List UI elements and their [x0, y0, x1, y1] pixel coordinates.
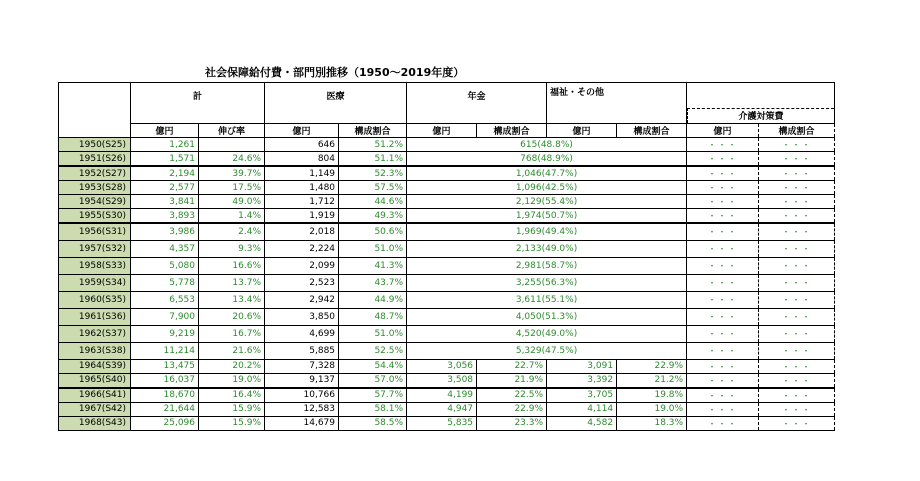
kaigo-header-cell: [687, 83, 835, 124]
total-cell: 5,778: [131, 274, 199, 291]
kaigo-share-cell: ・・・: [759, 152, 835, 167]
year-cell: 1962(S37): [59, 325, 131, 342]
total-header: 計: [131, 83, 265, 124]
year-cell: 1967(S42): [59, 402, 131, 416]
pension-cell: 5,835: [407, 416, 477, 430]
kaigo-oku-cell: ・・・: [687, 359, 759, 373]
pension-oku-header: 億円: [407, 124, 477, 138]
pension-welfare-merged-cell: 1,096(42.5%): [407, 181, 687, 195]
pension-share-cell: 22.5%: [477, 388, 547, 403]
medical-oku-header: 億円: [265, 124, 339, 138]
pension-welfare-merged-cell: 2,133(49.0%): [407, 240, 687, 257]
total-cell: 18,670: [131, 388, 199, 403]
growth-cell: 13.7%: [199, 274, 265, 291]
growth-cell: 16.7%: [199, 325, 265, 342]
kaigo-share-cell: ・・・: [759, 291, 835, 308]
table-row: [59, 308, 835, 325]
pension-cell: 3,056: [407, 359, 477, 373]
medical-share-cell: 54.4%: [339, 359, 407, 373]
pension-welfare-merged-cell: 1,974(50.7%): [407, 209, 687, 224]
year-cell: 1953(S28): [59, 181, 131, 195]
medical-cell: 14,679: [265, 416, 339, 430]
total-cell: 3,893: [131, 209, 199, 224]
kaigo-oku-cell: ・・・: [687, 291, 759, 308]
growth-cell: 39.7%: [199, 166, 265, 181]
kaigo-oku-cell: ・・・: [687, 181, 759, 195]
growth-header: 伸び率: [199, 124, 265, 138]
kaigo-oku-cell: ・・・: [687, 342, 759, 359]
medical-share-cell: 57.0%: [339, 373, 407, 388]
medical-cell: 4,699: [265, 325, 339, 342]
kaigo-share-cell: ・・・: [759, 359, 835, 373]
year-cell: 1954(S29): [59, 195, 131, 209]
year-cell: 1963(S38): [59, 342, 131, 359]
pension-welfare-merged-cell: 1,969(49.4%): [407, 223, 687, 240]
kaigo-oku-header: 億円: [687, 124, 759, 138]
kaigo-oku-cell: ・・・: [687, 240, 759, 257]
table-row: [59, 138, 835, 152]
year-cell: 1968(S43): [59, 416, 131, 430]
pension-share-cell: 23.3%: [477, 416, 547, 430]
total-cell: 1,261: [131, 138, 199, 152]
medical-cell: 12,583: [265, 402, 339, 416]
kaigo-share-cell: ・・・: [759, 240, 835, 257]
medical-share-cell: 48.7%: [339, 308, 407, 325]
table-row: [59, 291, 835, 308]
table-row: [59, 402, 835, 416]
kaigo-oku-cell: ・・・: [687, 166, 759, 181]
medical-share-cell: 44.6%: [339, 195, 407, 209]
kaigo-share-cell: ・・・: [759, 195, 835, 209]
pension-welfare-merged-cell: 768(48.9%): [407, 152, 687, 167]
pension-cell: 4,199: [407, 388, 477, 403]
kaigo-oku-cell: ・・・: [687, 402, 759, 416]
welfare-share-cell: 21.2%: [617, 373, 687, 388]
medical-cell: 1,919: [265, 209, 339, 224]
medical-cell: 3,850: [265, 308, 339, 325]
table-row: [59, 274, 835, 291]
medical-cell: 1,149: [265, 166, 339, 181]
year-cell: 1957(S32): [59, 240, 131, 257]
medical-share-cell: 52.3%: [339, 166, 407, 181]
medical-share-cell: 58.1%: [339, 402, 407, 416]
medical-share-cell: 51.1%: [339, 152, 407, 167]
year-cell: 1952(S27): [59, 166, 131, 181]
total-cell: 1,571: [131, 152, 199, 167]
medical-cell: 646: [265, 138, 339, 152]
pension-cell: 3,508: [407, 373, 477, 388]
medical-share-cell: 44.9%: [339, 291, 407, 308]
growth-cell: 21.6%: [199, 342, 265, 359]
medical-header: 医療: [265, 83, 407, 124]
total-oku-header: 億円: [131, 124, 199, 138]
welfare-cell: 3,091: [547, 359, 617, 373]
medical-share-header: 構成割合: [339, 124, 407, 138]
kaigo-oku-cell: ・・・: [687, 416, 759, 430]
welfare-share-header: 構成割合: [617, 124, 687, 138]
pension-share-cell: 21.9%: [477, 373, 547, 388]
total-cell: 25,096: [131, 416, 199, 430]
total-cell: 6,553: [131, 291, 199, 308]
total-cell: 5,080: [131, 257, 199, 274]
welfare-share-cell: 19.0%: [617, 402, 687, 416]
growth-cell: 49.0%: [199, 195, 265, 209]
year-cell: 1960(S35): [59, 291, 131, 308]
pension-welfare-merged-cell: 4,050(51.3%): [407, 308, 687, 325]
total-cell: 16,037: [131, 373, 199, 388]
welfare-header: 福祉・その他: [547, 83, 687, 124]
table-row: [59, 257, 835, 274]
kaigo-share-cell: ・・・: [759, 181, 835, 195]
pension-share-cell: 22.9%: [477, 402, 547, 416]
growth-cell: 1.4%: [199, 209, 265, 224]
medical-share-cell: 51.2%: [339, 138, 407, 152]
pension-cell: 4,947: [407, 402, 477, 416]
kaigo-share-cell: ・・・: [759, 416, 835, 430]
table-row: [59, 195, 835, 209]
kaigo-oku-cell: ・・・: [687, 209, 759, 224]
medical-cell: 10,766: [265, 388, 339, 403]
welfare-share-cell: 18.3%: [617, 416, 687, 430]
table-row: [59, 342, 835, 359]
pension-header: 年金: [407, 83, 547, 124]
kaigo-share-header: 構成割合: [759, 124, 835, 138]
total-cell: 4,357: [131, 240, 199, 257]
table-row: [59, 181, 835, 195]
year-cell: 1956(S31): [59, 223, 131, 240]
medical-cell: 1,712: [265, 195, 339, 209]
medical-share-cell: 51.0%: [339, 325, 407, 342]
table-row: [59, 209, 835, 224]
kaigo-oku-cell: ・・・: [687, 223, 759, 240]
benefits-table: [58, 82, 835, 431]
total-cell: 2,194: [131, 166, 199, 181]
growth-cell: [199, 138, 265, 152]
medical-share-cell: 51.0%: [339, 240, 407, 257]
table-row: [59, 152, 835, 167]
year-cell: 1961(S36): [59, 308, 131, 325]
growth-cell: 16.4%: [199, 388, 265, 403]
kaigo-share-cell: ・・・: [759, 388, 835, 403]
kaigo-oku-cell: ・・・: [687, 274, 759, 291]
growth-cell: 2.4%: [199, 223, 265, 240]
kaigo-oku-cell: ・・・: [687, 388, 759, 403]
total-cell: 2,577: [131, 181, 199, 195]
table-row: [59, 240, 835, 257]
table-row: [59, 373, 835, 388]
year-cell: 1959(S34): [59, 274, 131, 291]
total-cell: 13,475: [131, 359, 199, 373]
growth-cell: 24.6%: [199, 152, 265, 167]
kaigo-oku-cell: ・・・: [687, 257, 759, 274]
kaigo-share-cell: ・・・: [759, 402, 835, 416]
table-row: [59, 388, 835, 403]
kaigo-share-cell: ・・・: [759, 308, 835, 325]
kaigo-oku-cell: ・・・: [687, 195, 759, 209]
year-cell: 1951(S26): [59, 152, 131, 167]
year-header-cell: [59, 83, 131, 138]
medical-share-cell: 49.3%: [339, 209, 407, 224]
kaigo-oku-cell: ・・・: [687, 152, 759, 167]
kaigo-share-cell: ・・・: [759, 257, 835, 274]
total-cell: 21,644: [131, 402, 199, 416]
table-row: [59, 416, 835, 430]
welfare-cell: 4,114: [547, 402, 617, 416]
kaigo-share-cell: ・・・: [759, 325, 835, 342]
kaigo-oku-cell: ・・・: [687, 373, 759, 388]
total-cell: 11,214: [131, 342, 199, 359]
medical-cell: 5,885: [265, 342, 339, 359]
growth-cell: 17.5%: [199, 181, 265, 195]
kaigo-oku-cell: ・・・: [687, 138, 759, 152]
medical-cell: 2,099: [265, 257, 339, 274]
year-cell: 1966(S41): [59, 388, 131, 403]
welfare-share-cell: 22.9%: [617, 359, 687, 373]
medical-cell: 1,480: [265, 181, 339, 195]
medical-share-cell: 58.5%: [339, 416, 407, 430]
medical-share-cell: 43.7%: [339, 274, 407, 291]
total-cell: 7,900: [131, 308, 199, 325]
medical-cell: 2,224: [265, 240, 339, 257]
medical-share-cell: 50.6%: [339, 223, 407, 240]
kaigo-share-cell: ・・・: [759, 138, 835, 152]
table-row: [59, 166, 835, 181]
table-row: [59, 359, 835, 373]
pension-welfare-merged-cell: 2,129(55.4%): [407, 195, 687, 209]
medical-share-cell: 57.7%: [339, 388, 407, 403]
growth-cell: 15.9%: [199, 416, 265, 430]
total-cell: 3,986: [131, 223, 199, 240]
pension-share-cell: 22.7%: [477, 359, 547, 373]
pension-welfare-merged-cell: 615(48.8%): [407, 138, 687, 152]
year-cell: 1958(S33): [59, 257, 131, 274]
pension-welfare-merged-cell: 4,520(49.0%): [407, 325, 687, 342]
pension-welfare-merged-cell: 2,981(58.7%): [407, 257, 687, 274]
year-cell: 1950(S25): [59, 138, 131, 152]
welfare-cell: 3,705: [547, 388, 617, 403]
total-cell: 3,841: [131, 195, 199, 209]
growth-cell: 9.3%: [199, 240, 265, 257]
medical-share-cell: 52.5%: [339, 342, 407, 359]
growth-cell: 19.0%: [199, 373, 265, 388]
growth-cell: 16.6%: [199, 257, 265, 274]
medical-cell: 7,328: [265, 359, 339, 373]
year-cell: 1965(S40): [59, 373, 131, 388]
kaigo-share-cell: ・・・: [759, 166, 835, 181]
kaigo-oku-cell: ・・・: [687, 308, 759, 325]
page-title: 社会保障給付費・部門別推移（1950〜2019年度）: [205, 66, 465, 79]
growth-cell: 20.2%: [199, 359, 265, 373]
year-cell: 1964(S39): [59, 359, 131, 373]
kaigo-share-cell: ・・・: [759, 274, 835, 291]
total-cell: 9,219: [131, 325, 199, 342]
medical-cell: 9,137: [265, 373, 339, 388]
kaigo-share-cell: ・・・: [759, 209, 835, 224]
medical-cell: 2,942: [265, 291, 339, 308]
kaigo-oku-cell: ・・・: [687, 325, 759, 342]
medical-share-cell: 57.5%: [339, 181, 407, 195]
table-row: [59, 325, 835, 342]
pension-share-header: 構成割合: [477, 124, 547, 138]
pension-welfare-merged-cell: 1,046(47.7%): [407, 166, 687, 181]
medical-share-cell: 41.3%: [339, 257, 407, 274]
pension-welfare-merged-cell: 3,611(55.1%): [407, 291, 687, 308]
medical-cell: 2,523: [265, 274, 339, 291]
growth-cell: 15.9%: [199, 402, 265, 416]
welfare-cell: 4,582: [547, 416, 617, 430]
year-cell: 1955(S30): [59, 209, 131, 224]
growth-cell: 20.6%: [199, 308, 265, 325]
welfare-cell: 3,392: [547, 373, 617, 388]
kaigo-share-cell: ・・・: [759, 373, 835, 388]
kaigo-share-cell: ・・・: [759, 223, 835, 240]
pension-welfare-merged-cell: 3,255(56.3%): [407, 274, 687, 291]
welfare-share-cell: 19.8%: [617, 388, 687, 403]
kaigo-header: 介護対策費: [687, 108, 834, 123]
welfare-oku-header: 億円: [547, 124, 617, 138]
growth-cell: 13.4%: [199, 291, 265, 308]
table-row: [59, 223, 835, 240]
kaigo-share-cell: ・・・: [759, 342, 835, 359]
medical-cell: 804: [265, 152, 339, 167]
medical-cell: 2,018: [265, 223, 339, 240]
pension-welfare-merged-cell: 5,329(47.5%): [407, 342, 687, 359]
